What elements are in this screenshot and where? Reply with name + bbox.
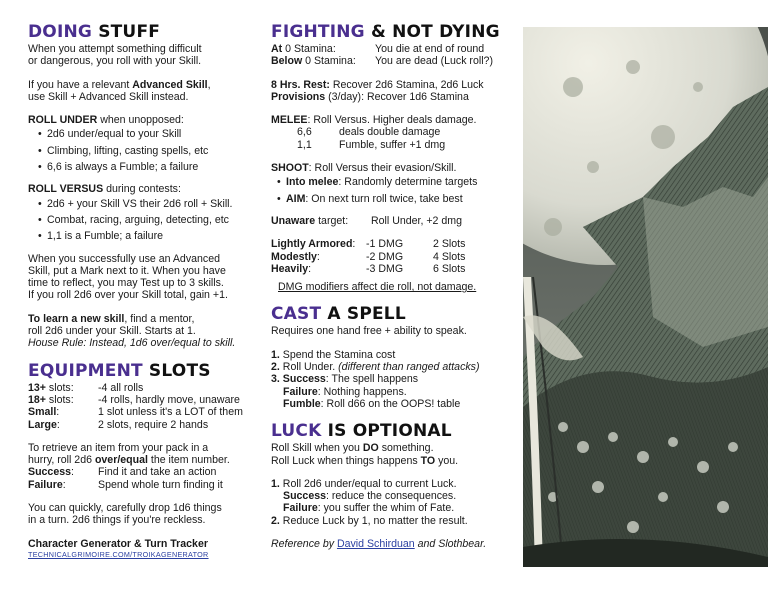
roll-under-list bbox=[28, 128, 260, 173]
reference-line: Reference by David Schirduan and Slothbear. bbox=[271, 538, 487, 551]
drop-line: in a turn. 2d6 things if you're reckless. bbox=[28, 514, 206, 527]
result-row: Failure: Spend whole turn finding it bbox=[28, 478, 223, 491]
result-row: Success: Find it and take an action bbox=[28, 466, 217, 479]
shoot-list bbox=[271, 176, 511, 205]
fighting-heading: FIGHTING & NOT DYING bbox=[271, 22, 500, 42]
provisions-line: Provisions (3/day): Recover 1d6 Stamina bbox=[271, 90, 469, 103]
column-1 bbox=[28, 22, 260, 559]
stamina-row: At 0 Stamina: You die at end of round bbox=[271, 43, 485, 55]
spell-step-3: 3. Success: The spell happens bbox=[271, 373, 419, 386]
roll-under-heading: ROLL UNDER when unopposed: bbox=[28, 114, 184, 127]
generator-link[interactable]: TECHNICALGRIMOIRE.COM/TROIKAGENERATOR bbox=[28, 549, 209, 559]
moon-and-crowd-illustration-icon bbox=[523, 27, 768, 567]
spell-step-2: 2. Roll Under. (different than ranged attacks) bbox=[271, 361, 480, 374]
list-item: • 2d6 + your Skill VS their 2d6 roll + Skill. bbox=[38, 198, 260, 210]
stamina-row: Below 0 Stamina: You are dead (Luck roll?) bbox=[271, 55, 493, 68]
doing-stuff-heading: DOING STUFF bbox=[28, 22, 161, 42]
luck-heading: LUCK IS OPTIONAL bbox=[271, 421, 452, 442]
learn-skill-line-2: roll 2d6 under your Skill. Starts at 1. bbox=[28, 325, 196, 338]
roll-versus-list bbox=[28, 198, 260, 243]
generator-title: Character Generator & Turn Tracker bbox=[28, 537, 208, 550]
list-item: • Combat, racing, arguing, detecting, etc bbox=[38, 214, 260, 226]
column-2 bbox=[271, 22, 511, 550]
cast-spell-heading: CAST A SPELL bbox=[271, 304, 406, 325]
luck-line-1: Roll Skill when you DO something. bbox=[271, 442, 434, 455]
luck-success: Success: reduce the consequences. bbox=[283, 490, 457, 503]
house-rule: House Rule: Instead, 1d6 over/equal to skill. bbox=[28, 337, 236, 350]
roll-versus-heading: ROLL VERSUS during contests: bbox=[28, 183, 181, 196]
spell-step-1: 1. Spend the Stamina cost bbox=[271, 348, 396, 361]
armor-row: Heavily: -3 DMG 6 Slots bbox=[271, 262, 466, 275]
melee-row: 1,1 Fumble, suffer +1 dmg bbox=[297, 138, 446, 151]
spell-fumble: Fumble: Roll d66 on the OOPS! table bbox=[283, 397, 461, 410]
slot-row: 18+ slots: -4 rolls, hardly move, unaware bbox=[28, 393, 240, 406]
melee-row: 6,6 deals double damage bbox=[297, 126, 441, 139]
list-item: • 6,6 is always a Fumble; a failure bbox=[38, 161, 260, 173]
list-item: • 2d6 under/equal to your Skill bbox=[38, 128, 260, 140]
retrieve-line-2: hurry, roll 2d6 over/equal the item number. bbox=[28, 454, 230, 467]
spell-failure: Failure: Nothing happens. bbox=[283, 385, 407, 398]
luck-line-2: Roll Luck when things happens TO you. bbox=[271, 454, 459, 467]
armor-row: Modestly: -2 DMG 4 Slots bbox=[271, 250, 466, 263]
list-item: • Into melee: Randomly determine targets bbox=[277, 176, 511, 188]
author-link[interactable]: David Schirduan bbox=[336, 538, 415, 551]
mark-line: Skill, put a Mark next to it. When you have bbox=[28, 264, 226, 277]
unaware-row: Unaware target: Roll Under, +2 dmg bbox=[271, 214, 462, 227]
list-item: • Climbing, lifting, casting spells, etc bbox=[38, 145, 260, 157]
learn-skill-line-1: To learn a new skill, find a mentor, bbox=[28, 312, 195, 325]
shoot-line: SHOOT: Roll Versus their evasion/Skill. bbox=[271, 162, 457, 175]
list-item: • AIM: On next turn roll twice, take best bbox=[277, 193, 511, 205]
equipment-slots-heading: EQUIPMENT SLOTS bbox=[28, 360, 211, 381]
doing-intro-2: or dangerous, you roll with your Skill. bbox=[28, 55, 202, 68]
luck-step-2: 2. Reduce Luck by 1, no matter the result. bbox=[271, 514, 468, 527]
slot-row: Large: 2 slots, require 2 hands bbox=[28, 418, 209, 431]
mark-line: time to reflect, you may Test up to 3 skills. bbox=[28, 277, 224, 290]
list-item: • 1,1 is a Fumble; a failure bbox=[38, 230, 260, 242]
advanced-skill-line-2: use Skill + Advanced Skill instead. bbox=[28, 90, 189, 103]
melee-line: MELEE: Roll Versus. Higher deals damage. bbox=[271, 114, 477, 127]
luck-failure: Failure: you suffer the whim of Fate. bbox=[283, 502, 455, 515]
mark-line: If you roll 2d6 over your Skill total, gain +1. bbox=[28, 289, 228, 302]
dmg-note: DMG modifiers affect die roll, not damage. bbox=[278, 281, 477, 294]
mark-line: When you successfully use an Advanced bbox=[28, 252, 220, 265]
spell-intro: Requires one hand free + ability to speak. bbox=[271, 325, 467, 338]
slot-row: Small: 1 slot unless it's a LOT of them bbox=[28, 406, 243, 419]
drop-line: You can quickly, carefully drop 1d6 things bbox=[28, 502, 222, 515]
luck-step-1: 1. Roll 2d6 under/equal to current Luck. bbox=[271, 477, 457, 490]
armor-row: Lightly Armored: -1 DMG 2 Slots bbox=[271, 238, 466, 251]
slot-row: 13+ slots: -4 all rolls bbox=[28, 381, 144, 394]
retrieve-line-1: To retrieve an item from your pack in a bbox=[28, 441, 209, 454]
rest-line: 8 Hrs. Rest: Recover 2d6 Stamina, 2d6 Luck bbox=[271, 78, 484, 91]
advanced-skill-line-1: If you have a relevant Advanced Skill, bbox=[28, 78, 211, 91]
doing-intro-1: When you attempt something difficult bbox=[28, 43, 202, 55]
